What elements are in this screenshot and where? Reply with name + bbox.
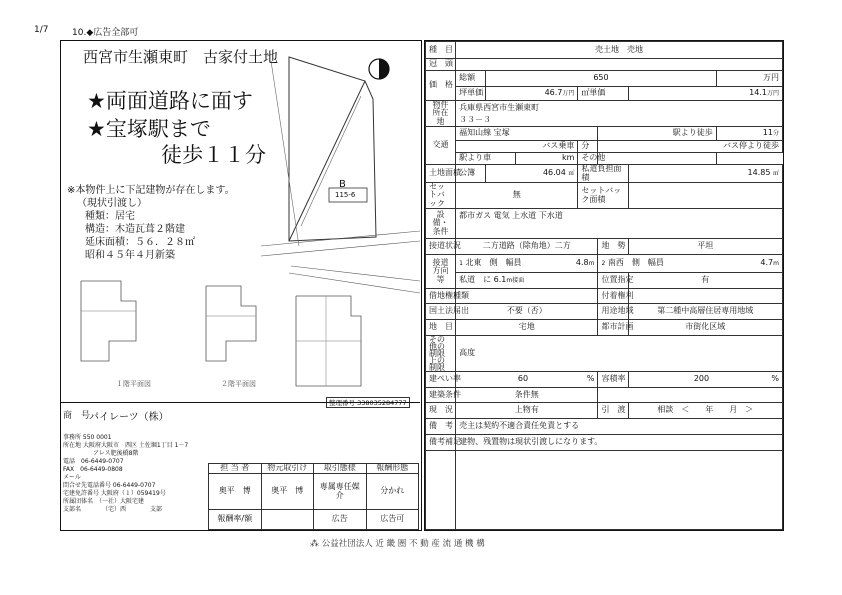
broker-section [61,402,420,531]
building-structure: 構造：木造瓦葺２階建 [85,224,185,235]
broker-tel-label: 電話 [63,458,76,465]
building-note-line-1: ※本物件上に下記建物が存在します。 [67,185,235,196]
organization-logo-icon: ⁂ [310,539,319,549]
broker-details [63,434,188,514]
building-condition: 条件無 [456,388,598,403]
car-unit: km [516,153,578,165]
staff-header-fee: 報酬形態 [366,464,419,474]
private-road-unit: ㎡ [772,170,779,178]
land-category-label: 地 目 [426,320,456,336]
other-restrictions-label: その他の制限 上の制限 [426,336,456,372]
building-built-date: 昭和４５年４月新築 [85,250,175,261]
remarks-label: 備 考 [426,419,456,435]
frontage-road: 私道 に [459,275,492,285]
zoning: 第二種中高層住居専用地域 [628,304,782,320]
footer-text: 公益社団法人 近 畿 圏 不 動 産 流 通 機 構 [321,539,485,549]
location-line-2: ３３－３ [459,114,492,124]
position-designation-label: 位置指定 [598,273,628,289]
handover: 相談 ＜ 年 月 ＞ [628,403,782,419]
floor-area-ratio-unit: % [771,374,779,384]
broker-name: パイレーツ（株） [89,412,169,423]
building-coverage: 60 [517,374,529,384]
property-spec-table [424,40,784,531]
broker-address-line-1: 大阪府大阪市 西区 土佐堀1丁目 1－7 [82,442,189,449]
kind-label: 種 目 [426,42,456,59]
bus-stop-walk-label: バス停より徒歩 [598,141,783,153]
other-restrictions: 高度 [456,336,783,372]
floor-area-ratio: 200 [693,374,710,384]
listing-title: 西宮市生瀬東町 古家付土地 [83,48,279,66]
staff-origin: 奥平 博 [261,474,314,510]
broker-contact-phone: 問合せ先電話番号 06-6449-0707 [63,482,156,489]
road-1-number: 1 [459,260,463,268]
private-road-area: 14.85 [747,168,771,178]
road-2-direction: 南西 側 幅員 [607,258,664,268]
floor-area-ratio-label: 容積率 [598,372,628,388]
broker-branch: 支部名 （宅）西 支部 [63,506,163,513]
walk-minutes: 11 [762,128,773,138]
broker-address-line-2: アレス肥後橋8階 [93,450,139,457]
sqm-price: 14.1 [749,88,767,98]
bus-unit: 分 [578,141,598,153]
staff-fee-rate-label: 報酬率/額 [209,510,262,530]
footer-organization [310,537,485,549]
setback-value: 無 [456,182,578,208]
building-kind: 種類：居宅 [85,211,135,222]
walk-label: 駅より徒歩 [598,127,716,141]
price-value: 650 [486,71,717,87]
broker-tel: 06-6449-0707 [81,458,124,465]
broker-association: 所属団体名 （一社）大阪宅建 [63,498,145,505]
floor-plan-1-label: １階平面図 [116,380,151,388]
setback-label: セットバック [426,182,456,208]
zoning-label: 用途地域 [598,304,628,320]
broker-fax: 06-6449-0808 [80,466,123,473]
bus-label: バス乗車 [456,141,578,153]
building-note-line-2: （現状引渡し） [77,198,147,209]
land-law-notice: 不要（否） [456,304,598,320]
sqm-price-unit: 万円 [766,90,779,98]
ad-permission-note: 10.◆広告全部可 [72,28,139,38]
other-label: その他 [578,153,598,165]
sqm-price-label: ㎡単価 [578,87,628,101]
building-condition-label: 建築条件 [426,388,456,403]
current-status: 上物有 [456,403,598,419]
land-category: 宅地 [456,320,598,336]
terrain: 平坦 [628,239,782,255]
broker-fax-label: FAX [63,466,75,473]
land-area-unit: ㎡ [568,170,575,178]
staff-transaction: 専属専任媒介 [314,474,367,510]
attached-rights-label: 付着権利 [598,289,628,304]
setback-area-label: セットバック面積 [578,182,628,208]
broker-license: 事務所 550 0001 [63,434,112,441]
tsubo-price-label: 坪単価 [456,87,486,101]
terrain-label: 地 勢 [598,239,628,255]
heading-label: 冠 頭 [426,59,456,71]
equipment: 都市ガス 電気 上水道 下水道 [456,209,783,239]
train-line: 福知山線 宝塚 [456,127,598,141]
land-law-label: 国土法届出 [426,304,456,320]
tsubo-price-unit: 万円 [562,90,575,98]
road-1-unit: m [588,260,595,268]
road-2-width: 4.7 [760,258,774,268]
road-1-direction: 北東 側 幅員 [465,258,522,268]
traffic-label: 交通 [426,127,456,165]
walk-unit: 分 [772,130,779,138]
floor-plan-2-label: ２階平面図 [221,380,256,388]
left-panel [60,40,422,531]
plot-lot-number: 115-6 [335,191,356,199]
building-coverage-label: 建ぺい率 [426,372,456,388]
broker-mail-label: メール [63,474,81,481]
staff-table [208,463,419,529]
remarks-supplement: 建物、残置物は現状引渡しになります。 [456,435,783,451]
access-status: 二方道路（除角地）二方 [456,239,598,255]
remarks-supplement-label: 備考補足 [426,435,456,451]
staff-person: 奥平 博 [209,474,262,510]
map-area [61,41,420,407]
staff-header-origin: 物元取引け [261,464,314,474]
land-right-label: 借地権種類 [426,289,456,304]
land-area-label: 土地面積 [426,165,456,183]
private-road-label: 私道負担面積 [578,165,628,183]
headline-line-1: ★両面道路に面す [87,89,253,113]
property-kind: 売土地 売地 [456,42,783,59]
building-coverage-unit: % [586,374,595,384]
document-number: 整理番号 338035284777 [326,397,410,408]
staff-fee: 分かれ [366,474,419,510]
broker-license-number: 宅建免許番号 大阪府（１）059419号 [63,490,166,497]
staff-header-transaction: 取引態様 [314,464,367,474]
staff-header-person: 担 当 者 [209,464,262,474]
location-label: 物件所在地 [426,101,456,127]
current-status-label: 現 況 [426,403,456,419]
building-floor-area: 延床面積：５６．２８㎡ [85,237,195,248]
position-designation: 有 [628,273,782,289]
city-planning: 市街化区域 [628,320,782,336]
location-line-1: 兵庫県西宮市生瀬東町 [459,102,540,112]
road-direction-label: 接道方向等 [426,255,456,289]
car-label: 駅より車 [456,153,516,165]
headline-line-3: 徒歩１１分 [161,143,266,167]
handover-label: 引 渡 [598,403,628,419]
road-2-number: 2 [601,260,606,268]
frontage-width: 6.1 [493,275,507,285]
building-note [67,184,235,262]
plot-marker: B [339,179,346,190]
price-unit: 万円 [716,71,782,87]
city-planning-label: 都市計画 [598,320,628,336]
access-label: 接道状況 [426,239,456,255]
page-number: 1/7 [34,25,49,35]
frontage-unit: m接面 [506,277,525,285]
broker-name-label: 商 号 [63,411,91,421]
staff-ad-label: 広告 [314,510,367,530]
broker-address-label: 所在地 [63,442,82,449]
remarks: 売主は契約不適合責任免責とする [456,419,783,435]
land-area-type: 公簿 [456,165,486,183]
headline-line-2: ★宝塚駅まで [87,117,211,141]
land-area: 46.04 [542,168,566,178]
tsubo-price: 46.7 [544,88,563,98]
equipment-label: 設備・条件 [426,209,456,239]
price-label: 価 格 [426,71,456,101]
price-total-label: 総額 [456,71,486,87]
road-2-unit: m [773,260,779,268]
staff-ad-value: 広告可 [366,510,419,530]
road-1-width: 4.8 [575,258,589,268]
